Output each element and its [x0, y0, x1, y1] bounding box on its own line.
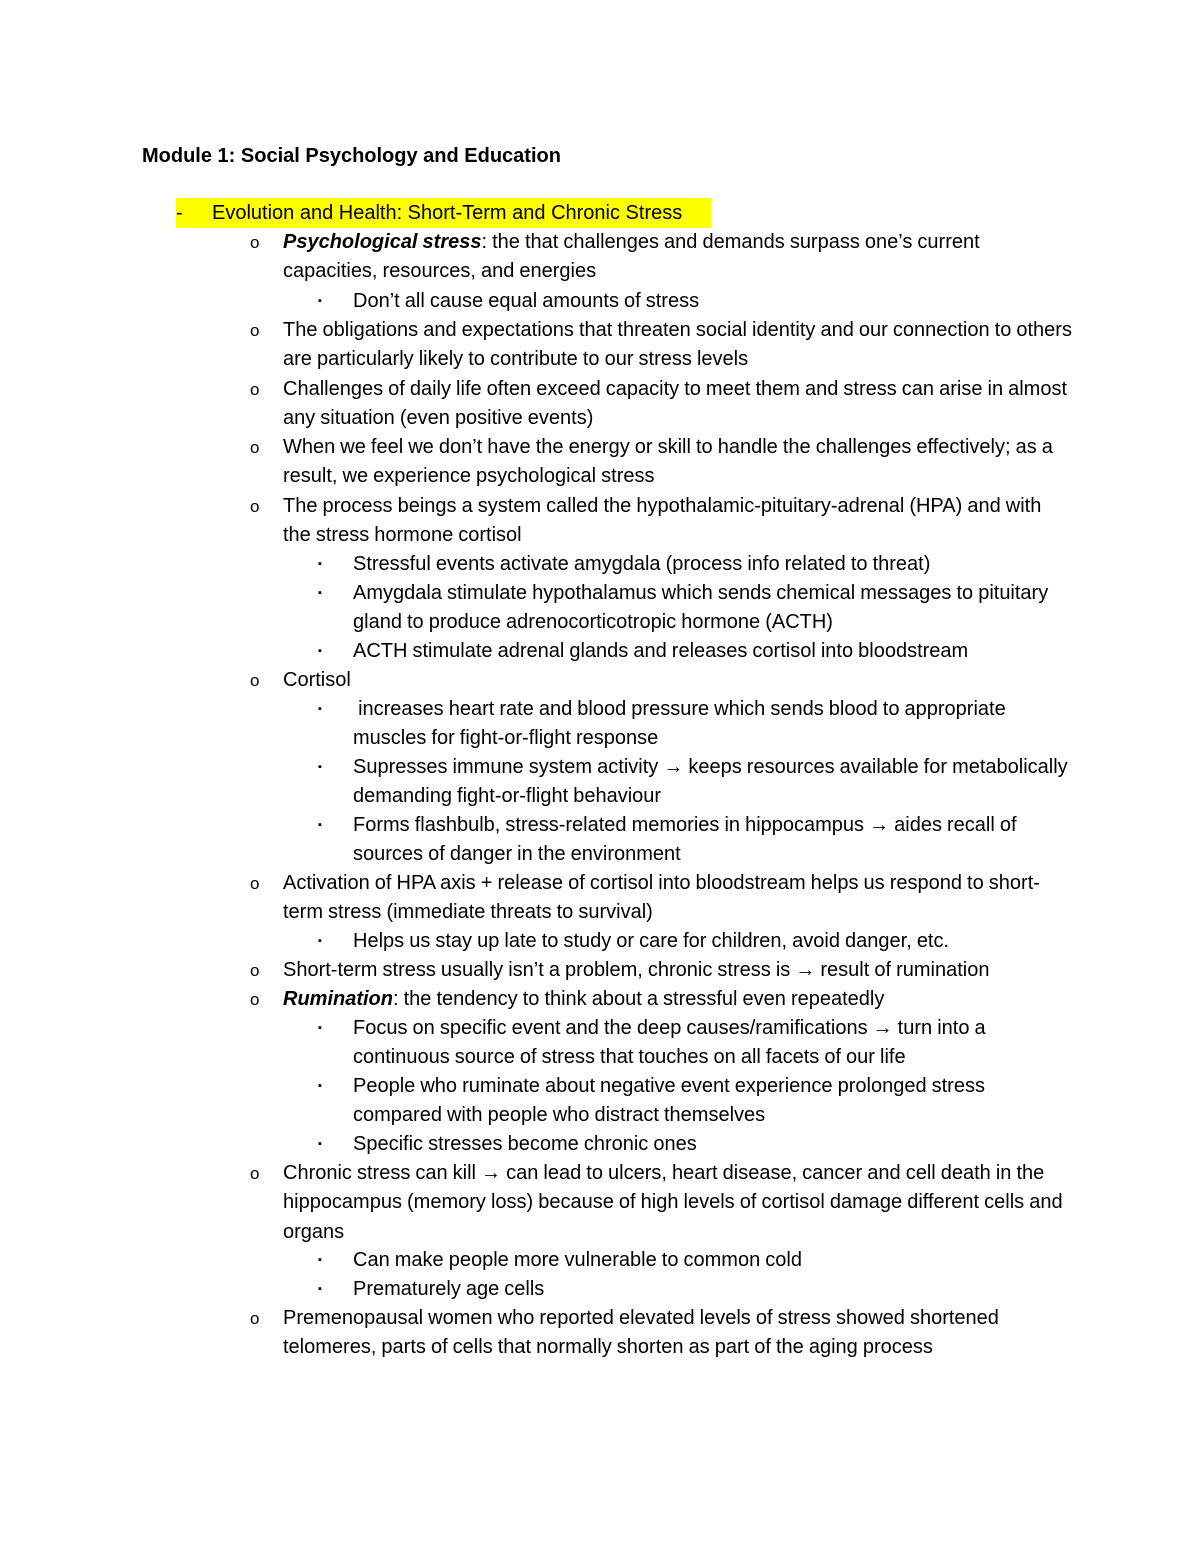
sub-list-item: People who ruminate about negative event experience prolonged stress compared with people who distract themselves: [353, 1075, 985, 1127]
bullet-circle-marker: o: [250, 497, 260, 516]
bullet-circle-marker: o: [250, 438, 260, 457]
section-heading: Evolution and Health: Short-Term and Chronic Stress: [212, 202, 683, 224]
sub-list-item: Amygdala stimulate hypothalamus which sends chemical messages to pituitary gland to produce adrenocorticotropic hormone (ACTH): [353, 582, 1049, 634]
term-rumination: Rumination: [283, 988, 393, 1010]
bullet-circle-marker: o: [250, 1164, 260, 1183]
bullet-square-marker: ▪: [318, 1022, 322, 1034]
list-item: [283, 985, 1073, 1014]
list-item: Cortisol: [283, 669, 351, 691]
bullet-circle-marker: o: [250, 874, 260, 893]
sub-list-item: Helps us stay up late to study or care for children, avoid danger, etc.: [353, 930, 950, 952]
list-item: The obligations and expectations that threaten social identity and our connection to others are particularly likely to contribute to our stress levels: [283, 319, 1072, 371]
sub-list-item: Prematurely age cells: [353, 1278, 545, 1300]
bullet-circle-marker: o: [250, 961, 260, 980]
list-item: Short-term stress usually isn’t a problem, chronic stress is → result of rumination: [283, 959, 990, 981]
bullet-square-marker: ▪: [318, 1283, 322, 1295]
bullet-square-marker: ▪: [318, 645, 322, 657]
bullet-square-marker: ▪: [318, 558, 322, 570]
bullet-circle-marker: o: [250, 380, 260, 399]
bullet-circle-marker: o: [250, 1309, 260, 1328]
list-item: Challenges of daily life often exceed capacity to meet them and stress can arise in almost any situation (even positive events): [283, 378, 1068, 430]
sub-list-item: Stressful events activate amygdala (process info related to threat): [353, 553, 931, 575]
sub-list-item: Forms flashbulb, stress-related memories in hippocampus → aides recall of sources of danger in the environment: [353, 814, 1017, 866]
bullet-square-marker: ▪: [318, 1254, 322, 1266]
section-heading-highlight: [176, 198, 711, 228]
sub-list-item: Can make people more vulnerable to common cold: [353, 1249, 802, 1271]
bullet-square-marker: ▪: [318, 1138, 322, 1150]
bullet-square-marker: ▪: [318, 819, 322, 831]
list-item: [283, 228, 1073, 287]
list-item: When we feel we don’t have the energy or skill to handle the challenges effectively; as a result, we experience psychological stress: [283, 436, 1053, 488]
sub-list-item: increases heart rate and blood pressure which sends blood to appropriate muscles for fight-or-flight response: [353, 698, 1011, 750]
sub-list-item: Supresses immune system activity → keeps resources available for metabolically demanding fight-or-flight behaviour: [353, 756, 1068, 808]
bullet-circle-marker: o: [250, 990, 260, 1009]
list-item: Activation of HPA axis + release of cortisol into bloodstream helps us respond to short-term stress (immediate threats to survival): [283, 872, 1040, 924]
page-title: Module 1: Social Psychology and Education: [142, 145, 561, 167]
heading-dash-marker: -: [176, 202, 183, 224]
list-item: Chronic stress can kill → can lead to ulcers, heart disease, cancer and cell death in the hippocampus (memory loss) because of high levels of cortisol damage different cells and organs: [283, 1162, 1063, 1243]
bullet-square-marker: ▪: [318, 1080, 322, 1092]
term-psychological-stress: Psychological stress: [283, 231, 482, 253]
list-item: The process beings a system called the hypothalamic-pituitary-adrenal (HPA) and with the stress hormone cortisol: [283, 495, 1042, 547]
term-definition: : the tendency to think about a stressful even repeatedly: [393, 988, 885, 1010]
bullet-circle-marker: o: [250, 671, 260, 690]
sub-list-item: ACTH stimulate adrenal glands and releases cortisol into bloodstream: [353, 640, 969, 662]
term-definition: : the that challenges and demands surpass one’s current capacities, resources, and energies: [283, 231, 980, 283]
bullet-square-marker: ▪: [318, 703, 322, 715]
sub-list-item: Focus on specific event and the deep causes/ramifications → turn into a continuous source of stress that touches on all facets of our life: [353, 1017, 986, 1069]
bullet-square-marker: ▪: [318, 935, 322, 947]
sub-list-item: Specific stresses become chronic ones: [353, 1133, 697, 1155]
list-item: Premenopausal women who reported elevated levels of stress showed shortened telomeres, parts of cells that normally shorten as part of the aging process: [283, 1307, 999, 1359]
bullet-square-marker: ▪: [318, 761, 322, 773]
bullet-square-marker: ▪: [318, 587, 322, 599]
bullet-circle-marker: o: [250, 321, 260, 340]
sub-list-item: Don’t all cause equal amounts of stress: [353, 290, 700, 312]
bullet-circle-marker: o: [250, 233, 260, 252]
bullet-square-marker: ▪: [318, 295, 322, 307]
